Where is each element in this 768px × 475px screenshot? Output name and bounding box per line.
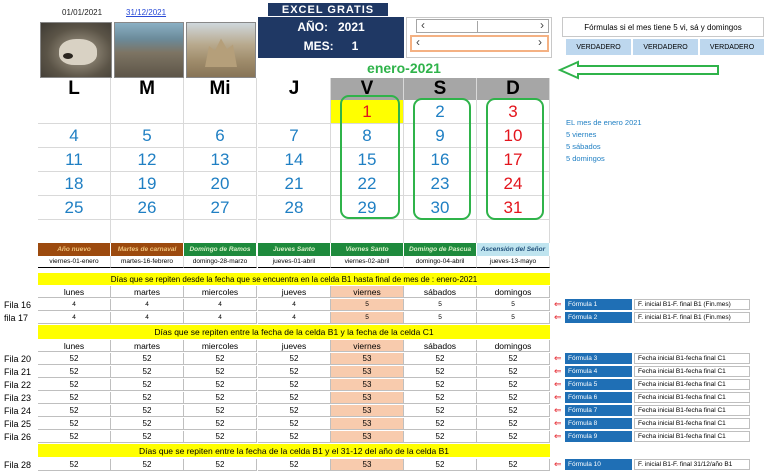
calendar-day xyxy=(404,220,477,244)
calendar-day xyxy=(258,220,331,244)
count-cell: 52 xyxy=(111,379,184,391)
calendar-day: 23 xyxy=(404,172,477,196)
calendar-day: 22 xyxy=(331,172,404,196)
formula-label: Fórmula 3 xyxy=(565,353,632,364)
count-cell: 52 xyxy=(477,431,550,443)
red-arrow-icon: ⇐ xyxy=(554,459,562,469)
holiday-date: domingo-04-abril xyxy=(404,256,477,268)
count-cell: 5 xyxy=(404,312,477,324)
count-cell: 52 xyxy=(184,366,257,378)
green-arrow-icon xyxy=(556,60,722,80)
formula-description: Fecha inicial B1-fecha final C1 xyxy=(634,392,750,403)
count-cell: 5 xyxy=(331,312,404,324)
count-cell: 52 xyxy=(477,353,550,365)
calendar-day: 29 xyxy=(331,196,404,220)
count-cell: 52 xyxy=(258,459,331,471)
count-cell: 52 xyxy=(111,366,184,378)
weekend-highlight xyxy=(340,95,400,219)
red-arrow-icon: ⇐ xyxy=(554,353,562,363)
holiday-date: jueves-01-abril xyxy=(258,256,331,268)
red-arrow-icon: ⇐ xyxy=(554,405,562,415)
count-cell: 52 xyxy=(404,431,477,443)
calendar-day xyxy=(38,100,111,124)
calendar-day: 6 xyxy=(184,124,257,148)
red-arrow-icon: ⇐ xyxy=(554,379,562,389)
holiday-date: viernes-01-enero xyxy=(38,256,111,268)
count-cell: 52 xyxy=(184,379,257,391)
calendar-day: 21 xyxy=(258,172,331,196)
holiday-date: jueves-13-mayo xyxy=(477,256,550,268)
count-cell: 52 xyxy=(111,392,184,404)
info-line: 5 domingos xyxy=(566,154,605,163)
calendar-day: 11 xyxy=(38,148,111,172)
holiday-name: Año nuevo xyxy=(38,243,111,256)
red-arrow-icon: ⇐ xyxy=(554,366,562,376)
weekday-header: Mi xyxy=(184,78,257,100)
info-line: 5 viernes xyxy=(566,130,597,139)
formula-title: Fórmulas si el mes tiene 5 vi, sá y domingos xyxy=(562,17,764,37)
day-column-header: lunes xyxy=(38,286,111,298)
count-cell: 53 xyxy=(331,431,404,443)
weekend-highlight xyxy=(486,98,544,220)
section-3-banner: Días que se repiten entre la fecha de la celda B1 y el 31-12 del año de la celda B1 xyxy=(38,444,550,457)
count-cell: 53 xyxy=(331,366,404,378)
count-cell: 52 xyxy=(184,353,257,365)
count-cell: 5 xyxy=(477,299,550,311)
count-cell: 52 xyxy=(404,366,477,378)
count-cell: 52 xyxy=(258,405,331,417)
day-column-header: viernes xyxy=(331,340,404,352)
formula-description: Fecha inicial B1-fecha final C1 xyxy=(634,379,750,390)
day-column-header: lunes xyxy=(38,340,111,352)
count-cell: 52 xyxy=(258,353,331,365)
day-column-header: domingos xyxy=(477,340,550,352)
count-cell: 5 xyxy=(477,312,550,324)
formula-label: Fórmula 4 xyxy=(565,366,632,377)
count-cell: 52 xyxy=(477,379,550,391)
calendar-day xyxy=(111,220,184,244)
count-cell: 4 xyxy=(111,312,184,324)
weekday-header: D xyxy=(477,78,550,100)
day-column-header: jueves xyxy=(258,340,331,352)
month-label-text: MES: xyxy=(303,39,334,53)
info-line: 5 sábados xyxy=(566,142,601,151)
calendar-day xyxy=(184,100,257,124)
calendar-day xyxy=(38,220,111,244)
count-cell: 52 xyxy=(258,366,331,378)
weekday-header: J xyxy=(258,78,331,100)
count-cell: 52 xyxy=(38,366,111,378)
holiday-date: martes-16-febrero xyxy=(111,256,184,268)
formula-description: Fecha inicial B1-fecha final C1 xyxy=(634,366,750,377)
count-cell: 52 xyxy=(404,379,477,391)
row-label: Fila 28 xyxy=(4,460,32,470)
calendar-day: 2 xyxy=(404,100,477,124)
section-1-banner: Días que se repiten desde la fecha que se encuentra en la celda B1 hasta final de mes de : enero-2021 xyxy=(38,273,550,285)
count-cell: 52 xyxy=(184,392,257,404)
excel-gratis-banner: EXCEL GRATIS xyxy=(268,3,388,16)
holiday-date: viernes-02-abril xyxy=(331,256,404,268)
formula-label: Fórmula 8 xyxy=(565,418,632,429)
calendar-day: 7 xyxy=(258,124,331,148)
count-cell: 52 xyxy=(258,392,331,404)
section-2-banner: Días que se repiten entre la fecha de la celda B1 y la fecha de la celda C1 xyxy=(38,325,550,339)
formula-label: Fórmula 1 xyxy=(565,299,632,310)
calendar-day: 24 xyxy=(477,172,550,196)
calendar-day: 14 xyxy=(258,148,331,172)
formula-description: F. inicial B1-F. final 31/12/año B1 xyxy=(634,459,750,470)
count-cell: 53 xyxy=(331,459,404,471)
red-arrow-icon: ⇐ xyxy=(554,418,562,428)
holiday-name: Domingo de Ramos xyxy=(184,243,257,256)
weekday-header: S xyxy=(404,78,477,100)
count-cell: 52 xyxy=(111,353,184,365)
count-cell: 4 xyxy=(184,312,257,324)
count-cell: 52 xyxy=(184,405,257,417)
month-info xyxy=(566,117,642,165)
count-cell: 5 xyxy=(404,299,477,311)
count-cell: 52 xyxy=(38,418,111,430)
calendar-day: 13 xyxy=(184,148,257,172)
count-cell: 4 xyxy=(258,312,331,324)
count-cell: 52 xyxy=(111,431,184,443)
calendar-day xyxy=(184,220,257,244)
row-label: Fila 16 xyxy=(4,300,32,310)
count-cell: 53 xyxy=(331,379,404,391)
count-cell: 52 xyxy=(404,392,477,404)
count-cell: 53 xyxy=(331,392,404,404)
count-cell: 52 xyxy=(404,418,477,430)
count-cell: 52 xyxy=(184,431,257,443)
day-column-header: miercoles xyxy=(184,286,257,298)
calendar-day xyxy=(258,100,331,124)
calendar-day: 1 xyxy=(331,100,404,124)
weekend-highlight xyxy=(413,98,471,220)
count-cell: 52 xyxy=(111,405,184,417)
day-column-header: miercoles xyxy=(184,340,257,352)
formula-label: Fórmula 10 xyxy=(565,459,632,470)
day-column-header: domingos xyxy=(477,286,550,298)
year-value: 2021 xyxy=(337,20,365,34)
scroll-right-icon[interactable]: › xyxy=(538,35,542,49)
formula-label: Fórmula 9 xyxy=(565,431,632,442)
calendar-day: 28 xyxy=(258,196,331,220)
count-cell: 53 xyxy=(331,405,404,417)
calendar-day: 8 xyxy=(331,124,404,148)
sandcastle-photo xyxy=(186,22,256,78)
rocks-photo xyxy=(114,22,184,78)
count-cell: 52 xyxy=(477,459,550,471)
formula-label: Fórmula 7 xyxy=(565,405,632,416)
count-cell: 4 xyxy=(184,299,257,311)
info-line: EL mes de enero 2021 xyxy=(566,118,642,127)
holiday-name: Martes de carnaval xyxy=(111,243,184,256)
scroll-right-icon[interactable]: › xyxy=(540,18,544,32)
row-label: fila 17 xyxy=(4,313,29,323)
calendar-day: 12 xyxy=(111,148,184,172)
calendar-day: 16 xyxy=(404,148,477,172)
weekday-header: M xyxy=(111,78,184,100)
calendar-day: 5 xyxy=(111,124,184,148)
calendar-day: 15 xyxy=(331,148,404,172)
month-title: enero-2021 xyxy=(367,59,441,76)
formula-label: Fórmula 6 xyxy=(565,392,632,403)
red-arrow-icon: ⇐ xyxy=(554,431,562,441)
month-scrollbar[interactable] xyxy=(410,35,549,52)
count-cell: 4 xyxy=(111,299,184,311)
start-date: 01/01/2021 xyxy=(62,8,103,17)
count-cell: 4 xyxy=(38,299,111,311)
year-label-text: AÑO: xyxy=(297,20,328,34)
holiday-name: Jueves Santo xyxy=(258,243,331,256)
count-cell: 53 xyxy=(331,353,404,365)
count-cell: 52 xyxy=(111,418,184,430)
calendar-day: 10 xyxy=(477,124,550,148)
holiday-name: Domingo de Pascua xyxy=(404,243,477,256)
count-cell: 53 xyxy=(331,418,404,430)
count-cell: 52 xyxy=(404,459,477,471)
count-cell: 52 xyxy=(477,405,550,417)
count-cell: 52 xyxy=(38,459,111,471)
calendar-day xyxy=(331,220,404,244)
formula-description: Fecha inicial B1-fecha final C1 xyxy=(634,431,750,442)
calendar-day xyxy=(111,100,184,124)
calendar-day: 9 xyxy=(404,124,477,148)
formula-description: Fecha inicial B1-fecha final C1 xyxy=(634,418,750,429)
count-cell: 5 xyxy=(331,299,404,311)
formula-description: Fecha inicial B1-fecha final C1 xyxy=(634,353,750,364)
calendar-day: 26 xyxy=(111,196,184,220)
formula-description: Fecha inicial B1-fecha final C1 xyxy=(634,405,750,416)
count-cell: 52 xyxy=(477,392,550,404)
day-column-header: martes xyxy=(111,340,184,352)
count-cell: 52 xyxy=(38,431,111,443)
count-cell: 52 xyxy=(404,353,477,365)
row-label: Fila 25 xyxy=(4,419,32,429)
row-label: Fila 26 xyxy=(4,432,32,442)
row-label: Fila 21 xyxy=(4,367,32,377)
count-cell: 52 xyxy=(184,418,257,430)
count-cell: 52 xyxy=(258,418,331,430)
row-label: Fila 23 xyxy=(4,393,32,403)
formula-description: F. inicial B1-F. final B1 (Fin.mes) xyxy=(634,312,750,323)
calendar-day: 31 xyxy=(477,196,550,220)
scroll-left-icon[interactable]: ‹ xyxy=(421,18,425,32)
weekday-header: L xyxy=(38,78,111,100)
calendar-day: 25 xyxy=(38,196,111,220)
count-cell: 52 xyxy=(38,392,111,404)
calendar-day xyxy=(477,220,550,244)
verdadero-3: VERDADERO xyxy=(699,38,765,56)
count-cell: 52 xyxy=(38,405,111,417)
calendar-day: 17 xyxy=(477,148,550,172)
holiday-name: Ascensión del Señor xyxy=(477,243,550,256)
count-cell: 52 xyxy=(477,366,550,378)
count-cell: 52 xyxy=(184,459,257,471)
end-date: 31/12/2021 xyxy=(126,8,167,17)
year-scrollbar[interactable] xyxy=(416,19,549,33)
day-column-header: viernes xyxy=(331,286,404,298)
row-label: Fila 20 xyxy=(4,354,32,364)
verdadero-1: VERDADERO xyxy=(565,38,632,56)
calendar-day: 20 xyxy=(184,172,257,196)
day-column-header: martes xyxy=(111,286,184,298)
year-label xyxy=(258,18,404,36)
scroll-left-icon[interactable]: ‹ xyxy=(416,35,420,49)
day-column-header: sábados xyxy=(404,340,477,352)
month-label xyxy=(258,37,404,55)
day-column-header: jueves xyxy=(258,286,331,298)
count-cell: 52 xyxy=(404,405,477,417)
day-column-header: sábados xyxy=(404,286,477,298)
count-cell: 52 xyxy=(477,418,550,430)
count-cell: 52 xyxy=(258,431,331,443)
count-cell: 52 xyxy=(38,379,111,391)
count-cell: 52 xyxy=(111,459,184,471)
red-arrow-icon: ⇐ xyxy=(554,312,562,322)
red-arrow-icon: ⇐ xyxy=(554,299,562,309)
row-label: Fila 24 xyxy=(4,406,32,416)
formula-description: F. inicial B1-F. final B1 (Fin.mes) xyxy=(634,299,750,310)
calendar-day: 19 xyxy=(111,172,184,196)
calendar-day: 3 xyxy=(477,100,550,124)
red-arrow-icon: ⇐ xyxy=(554,392,562,402)
holiday-date: domingo-28-marzo xyxy=(184,256,257,268)
formula-label: Fórmula 5 xyxy=(565,379,632,390)
count-cell: 4 xyxy=(38,312,111,324)
calendar-day: 30 xyxy=(404,196,477,220)
calendar-day: 18 xyxy=(38,172,111,196)
holiday-name: Viernes Santo xyxy=(331,243,404,256)
row-label: Fila 22 xyxy=(4,380,32,390)
calendar-day: 27 xyxy=(184,196,257,220)
calendar-day: 4 xyxy=(38,124,111,148)
dog-photo xyxy=(40,22,112,78)
count-cell: 52 xyxy=(38,353,111,365)
weekday-header: V xyxy=(331,78,404,100)
count-cell: 52 xyxy=(258,379,331,391)
count-cell: 4 xyxy=(258,299,331,311)
month-value: 1 xyxy=(351,39,359,53)
scrollbar-divider xyxy=(477,21,478,32)
formula-label: Fórmula 2 xyxy=(565,312,632,323)
verdadero-2: VERDADERO xyxy=(632,38,699,56)
